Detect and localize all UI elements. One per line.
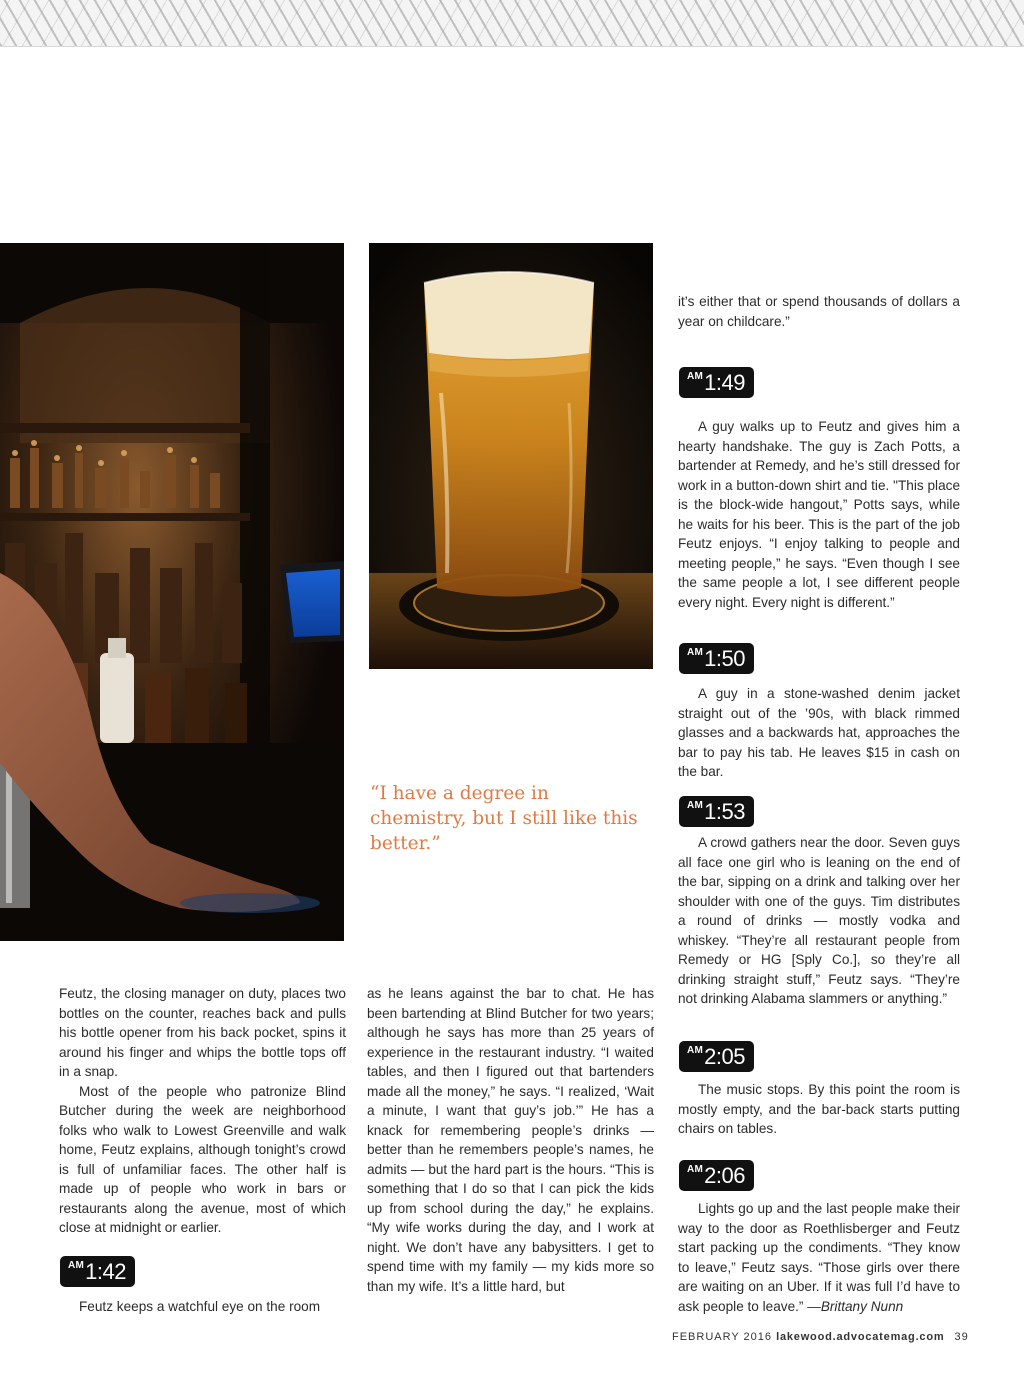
- entry-2-05: [678, 1080, 960, 1139]
- badge-ampm: AM: [687, 1164, 704, 1175]
- bar-bottles-photo: [0, 243, 344, 941]
- col3-intro: [678, 292, 960, 331]
- badge-time: 1:49: [704, 370, 745, 395]
- entry-text-body: Lights go up and the last people make their way to the door as Roethlisberger and Feutz start packing up the condiments. “They know to leave,” Feutz says. “Those girls over there are waiting on an Uber. If it was full I’d have to ask people to leave.”: [678, 1201, 960, 1314]
- byline: —Brittany Nunn: [807, 1298, 904, 1314]
- page-number: 39: [954, 1331, 969, 1343]
- col3-intro-text: it’s either that or spend thousands of dollars a year on childcare.”: [678, 294, 960, 329]
- badge-ampm: AM: [68, 1260, 85, 1271]
- badge-time: 1:42: [85, 1259, 126, 1284]
- badge-ampm: AM: [687, 371, 704, 382]
- pull-quote: “I have a degree in chemistry, but I still like this better.”: [370, 783, 638, 854]
- time-badge-2-05: [679, 1041, 754, 1072]
- column-2: [367, 984, 654, 1296]
- badge-time: 1:53: [704, 799, 745, 824]
- entry-text: [678, 1199, 960, 1316]
- entry-2-06: [678, 1199, 960, 1316]
- badge-time: 1:50: [704, 646, 745, 671]
- time-badge-1-42: [60, 1256, 135, 1287]
- entry-text: A guy in a stone-washed denim jacket straight out of the ’90s, with black rimmed glasses and a backwards hat, approaches the bar to pay his tab. He leaves $15 in cash on the bar.: [678, 686, 960, 779]
- column-1: [59, 984, 346, 1238]
- badge-ampm: AM: [687, 800, 704, 811]
- badge-ampm: AM: [687, 647, 704, 658]
- time-badge-1-53: [679, 796, 754, 827]
- entry-text: The music stops. By this point the room is mostly empty, and the bar-back starts putting chairs on tables.: [678, 1082, 960, 1136]
- page-footer: [672, 1331, 969, 1343]
- col1-paragraph-3: Feutz keeps a watchful eye on the room: [79, 1299, 321, 1314]
- entry-text: A crowd gathers near the door. Seven guys all face one girl who is leaning on the end of the bar, sipping on a drink and talking over her shoulder with one of the guys. Tim distributes a round of drinks — mostly vodka and whiskey. “They’re all restaurant people from Remedy or HG [Sply Co.], so they’re all drinking straight stuff,” Feutz says. “They’re not drinking Alabama slammers or anything.”: [678, 835, 960, 1006]
- badge-ampm: AM: [687, 1045, 704, 1056]
- time-badge-1-50: [679, 643, 754, 674]
- column-1-end: [59, 1297, 346, 1317]
- col2-paragraph-1: as he leans against the bar to chat. He has been bartending at Blind Butcher for two years; although he says has more than 25 years of experience in the restaurant industry. “I waited tables, and then I figured out that bartenders made all the money,” he says. “I realized, ‘Wait a minute, I want that guy’s job.’” He has a knack for remembering people’s drinks — better than he remembers people’s names, he admits — but the hard part is the hours. “This is something that I do so that I can pick the kids up from school during the day,” he explains. “My wife works during the day, and I work at night. We don’t have any babysitters. I get to spend time with my family — my kids more so than my wife. It’s a little hard, but: [367, 986, 654, 1294]
- entry-1-50: [678, 684, 960, 782]
- col1-paragraph-2: Most of the people who patronize Blind Butcher during the week are neighborhood folks who walk to Lowest Greenville and walk home, Feutz explains, although tonight’s crowd is full of unfamiliar faces. The other half is made up of people who work in bars or restaurants along the avenue, most of which close at midnight or earlier.: [59, 1083, 346, 1235]
- beer-glass-photo: [369, 243, 653, 669]
- badge-time: 2:05: [704, 1044, 745, 1069]
- time-badge-2-06: [679, 1160, 754, 1191]
- footer-url[interactable]: lakewood.advocatemag.com: [776, 1331, 945, 1343]
- footer-month: FEBRUARY 2016: [672, 1331, 773, 1343]
- decorative-pattern-strip: [0, 0, 1024, 47]
- col1-paragraph-1: Feutz, the closing manager on duty, places two bottles on the counter, reaches back and pulls his bottle opener from his back pocket, spins it around his finger and whips the bottle tops off in a snap.: [59, 986, 346, 1079]
- time-badge-1-49: [679, 367, 754, 398]
- entry-1-49: [678, 417, 960, 612]
- entry-1-53: [678, 833, 960, 1009]
- badge-time: 2:06: [704, 1163, 745, 1188]
- entry-text: A guy walks up to Feutz and gives him a hearty handshake. The guy is Zach Potts, a bartender at Remedy, and he’s still dressed for work in a button-down shirt and tie. "This place is the block-wide hangout,” Potts says, while he waits for his beer. This is the part of the job Feutz enjoys. “I enjoy talking to people and meeting people,” he says. “Even though I see the same people a lot, I see different people every night. Every night is different.”: [678, 419, 960, 610]
